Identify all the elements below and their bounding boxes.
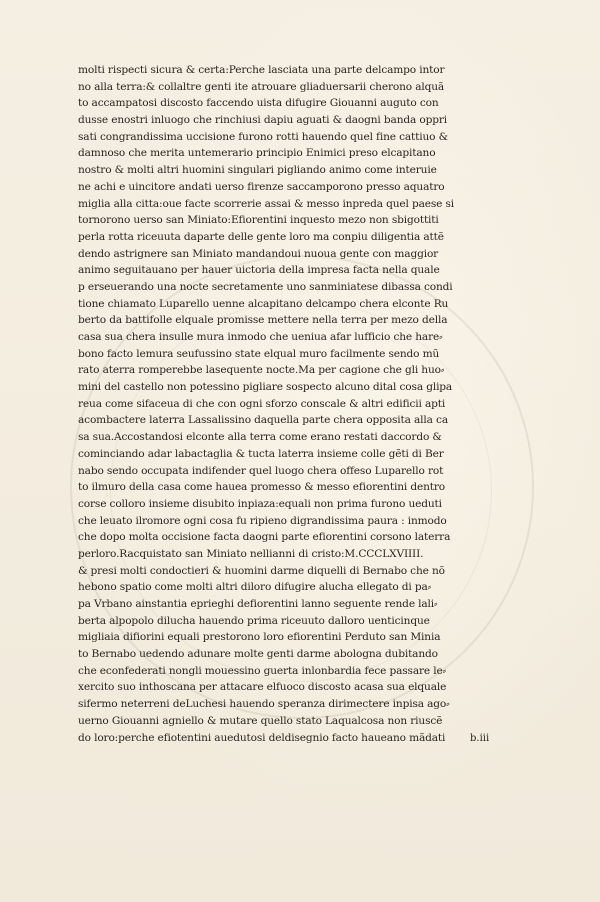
text-line: che econfederati nongli mouessino guerta inlonbardia fece passare le⸗ (78, 664, 446, 677)
text-line: acombactere laterra Lassalissino daquella parte chera opposita alla ca (78, 414, 448, 427)
text-line: che leuato ilromore ogni cosa fu ripieno digrandissima paura : inmodo (78, 514, 447, 527)
text-line: migliaia difiorini equali prestorono loro efiorentini Perduto san Minia (78, 631, 441, 644)
text-line: ne achi e uincitore andati uerso firenze saccamporono presso aquatro (78, 180, 445, 193)
text-line: xercito suo inthoscana per attacare elfuoco discosto acasa sua elquale (78, 681, 447, 694)
text-line: sati congrandissima uccisione furono rotti hauendo quel fine cattiuo & (78, 130, 448, 143)
text-line: reua come sifaceua di che con ogni sforzo conscale & altri edificii apti (78, 397, 446, 410)
text-line: nabo sendo occupata indifender quel luogo chera offeso Luparello rot (78, 464, 444, 477)
text-line: bono facto lemura seufussino state elqual muro facilmente sendo mũ (78, 347, 440, 360)
text-line: dusse enostri inluogo che rinchiusi dapiu aguati & daogni banda oppri (78, 114, 448, 127)
text-line: pa Vrbano ainstantia eprieghi defiorentini lanno seguente rende lali⸗ (78, 598, 438, 610)
signature-mark: b.iii (470, 733, 490, 744)
text-line: dendo astrignere san Miniato mandandoui nuoua gente con maggior (78, 247, 439, 260)
text-line: damnoso che merita untemerario principio Enimici preso elcapitano (78, 147, 436, 160)
text-line: p erseuerando una nocte secretamente uno sanminiatese dibassa condi (78, 280, 453, 293)
text-line: to Bernabo uedendo adunare molte genti darme abologna dubitando (78, 648, 438, 661)
text-line: & presi molti condoctieri & huomini darme diquelli di Bernabo che nõ (78, 564, 445, 577)
text-line: che dopo molta occisione facta daogni parte efiorentini corsono laterra (78, 531, 451, 544)
text-line: to ilmuro della casa come hauea promesso & messo efiorentini dentro (78, 481, 445, 494)
text-line: corse colloro insieme disubito inpiaza:equali non prima furono ueduti (78, 497, 442, 510)
text-line: to accampatosi discosto faccendo uista difugire Giouanni auguto con (78, 97, 439, 110)
text-line: molti rispecti sicura & certa:Perche lasciata una parte delcampo intor (78, 64, 445, 76)
text-line: tornorono uerso san Miniato:Efiorentini inquesto mezo non sbigottiti (78, 214, 439, 227)
text-line: do loro:perche efiotentini auedutosi deldisegnio facto haueano mãdati (78, 731, 446, 744)
text-line: no alla terra:& collaltre genti ite atrouare gliaduersarii cherono alquã (78, 80, 445, 93)
text-line: sa sua.Accostandosi elconte alla terra come erano restati daccordo & (78, 431, 442, 444)
text-line: sifermo neterreni deLuchesi hauendo speranza dirimectere inpisa ago⸗ (78, 698, 450, 711)
text-line: berto da battifolle elquale promisse mettere nella terra per mezo della (78, 314, 448, 327)
body-text (78, 62, 478, 746)
text-line: perloro.Racquistato san Miniato nellianni di cristo:M.CCCLXVIIII. (78, 547, 424, 560)
text-line: cominciando adar labactaglia & tucta laterra insieme colle gẽti di Ber (78, 447, 444, 460)
text-line: uerno Giouanni agniello & mutare quello stato Laqualcosa non riuscẽ (78, 714, 443, 727)
text-line: hebono spatio come molti altri diloro difugire alucha ellegato di pa⸗ (78, 581, 432, 594)
text-line: mini del castello non potessino pigliare sospecto alcuno dital cosa glipa (78, 381, 453, 394)
text-line: perla rotta riceuuta daparte delle gente loro ma conpiu diligentia attẽ (78, 230, 444, 243)
text-line: animo seguitauano per hauer uictoria della impresa facta nella quale (78, 264, 440, 277)
text-line: tione chiamato Luparello uenne alcapitano delcampo chera elconte Ru (78, 297, 449, 310)
text-line: rato aterra romperebbe lasequente nocte.Ma per cagione che gli huo⸗ (78, 364, 445, 377)
text-line: casa sua chera insulle mura inmodo che ueniua afar lufficio che hare⸗ (78, 331, 443, 343)
text-line: nostro & molti altri huomini singulari pigliando animo come interuie (78, 164, 437, 177)
text-line: berta alpopolo dilucha hauendo prima riceuuto dalloro uenticinque (78, 614, 430, 627)
text-line: miglia alla citta:oue facte scorrerie assai & messo inpreda quel paese si (78, 197, 455, 210)
